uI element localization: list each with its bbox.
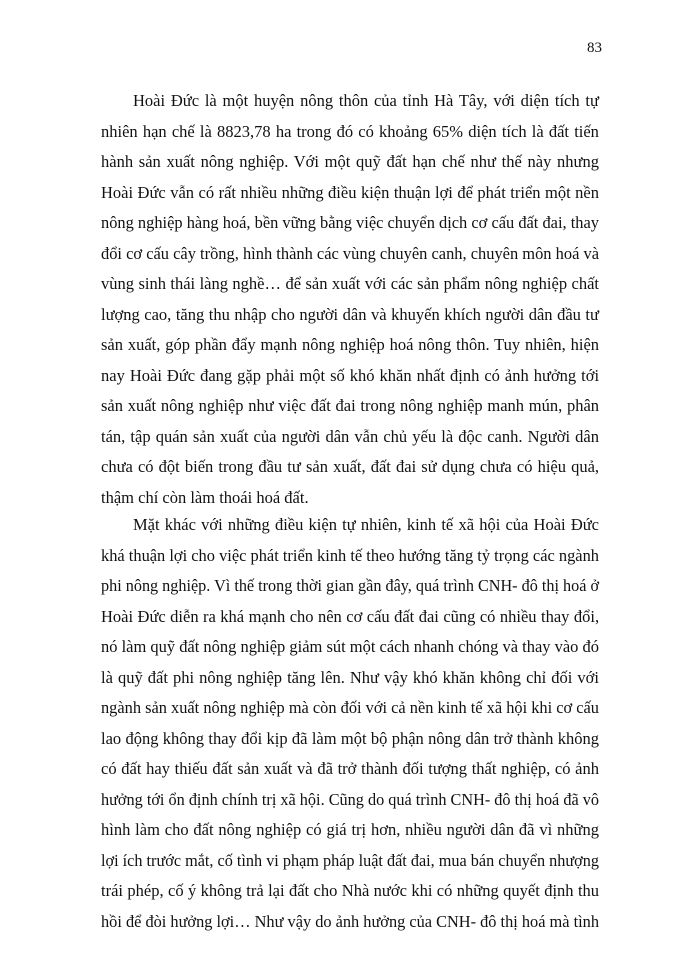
text-line: nó làm quỹ đất nông nghiệp giảm sút một cách nhanh chóng và thay vào đó [101,637,599,656]
paragraph-1 [101,86,599,513]
text-line: lượng cao, tăng thu nhập cho người dân và khuyến khích người dân đầu tư [101,304,599,324]
text-line: nhiên hạn chế là 8823,78 ha trong đó có khoảng 65% diện tích là đất tiến [101,121,599,141]
text-line: hành sản xuất nông nghiệp. Với một quỹ đất hạn chế như thế này nhưng [101,152,599,171]
text-line: phi nông nghiệp. Vì thế trong thời gian gần đây, quá trình CNH- đô thị hoá ở [101,576,600,595]
text-line: Hoài Đức diễn ra khá mạnh cho nên cơ cấu đất đai cũng có nhiều thay đổi, [101,606,600,626]
page-number: 83 [587,40,602,56]
text-line: hồi để đòi hưởng lợi… Như vậy do ảnh hưởng của CNH- đô thị hoá mà tình [101,911,600,931]
text-line: khá thuận lợi cho việc phát triển kinh tế theo hướng tăng tỷ trọng các ngành [101,545,599,565]
text-line: tán, tập quán sản xuất của người dân vẫn chủ yếu là độc canh. Người dân [101,426,599,446]
text-line: có đất hay thiếu đất sản xuất và đã trở thành đối tượng thất nghiệp, có ảnh [101,759,600,778]
text-line: hưởng tới ổn định chính trị xã hội. Cũng do quá trình CNH- đô thị hoá đã vô [101,789,599,809]
text-line: hình làm cho đất nông nghiệp có giá trị hơn, nhiều người dân đã vì những [101,820,599,839]
text-line: lao động không thay đổi kịp đã làm một bộ phận nông dân trở thành không [101,728,599,748]
paragraph-2 [101,510,599,937]
text-line: ngành sản xuất nông nghiệp mà còn đối với cả nền kinh tế xã hội khi cơ cấu [101,698,599,717]
text-line: chưa có đột biến trong đầu tư sản xuất, đất đai sử dụng chưa có hiệu quả, [101,457,600,476]
text-line: Mặt khác với những điều kiện tự nhiên, kinh tế xã hội của Hoài Đức [133,515,599,534]
text-line: vùng sinh thái làng nghề… để sản xuất với các sản phẩm nông nghiệp chất [101,274,600,293]
text-line: nay Hoài Đức đang gặp phải một số khó khăn nhất định có ảnh hưởng tới [101,365,600,385]
text-line: thậm chí còn làm thoái hoá đất. [101,487,309,507]
text-line: Hoài Đức vẫn có rất nhiều những điều kiện thuận lợi để phát triển một nền [101,182,600,202]
text-line: lợi ích trước mắt, cố tình vi phạm pháp luật đất đai, mua bán chuyển nhượng [101,850,599,870]
text-line: Hoài Đức là một huyện nông thôn của tỉnh Hà Tây, với diện tích tự [133,91,599,110]
text-line: là quỹ đất phi nông nghiệp tăng lên. Như vậy khó khăn không chỉ đối với [101,667,599,687]
text-line: sản xuất nông nghiệp như việc đất đai trong nông nghiệp manh mún, phân [101,396,600,415]
text-line: nông nghiệp hàng hoá, bền vững bằng việc chuyển dịch cơ cấu đất đai, thay [101,213,600,232]
text-line: sản xuất, góp phần đẩy mạnh nông nghiệp hoá nông thôn. Tuy nhiên, hiện [101,335,600,354]
text-line: trái phép, cố ý không trả lại đất cho Nhà nước khi có những quyết định thu [101,881,600,900]
text-line: đổi cơ cấu cây trồng, hình thành các vùng chuyên canh, chuyên môn hoá và [101,243,599,263]
